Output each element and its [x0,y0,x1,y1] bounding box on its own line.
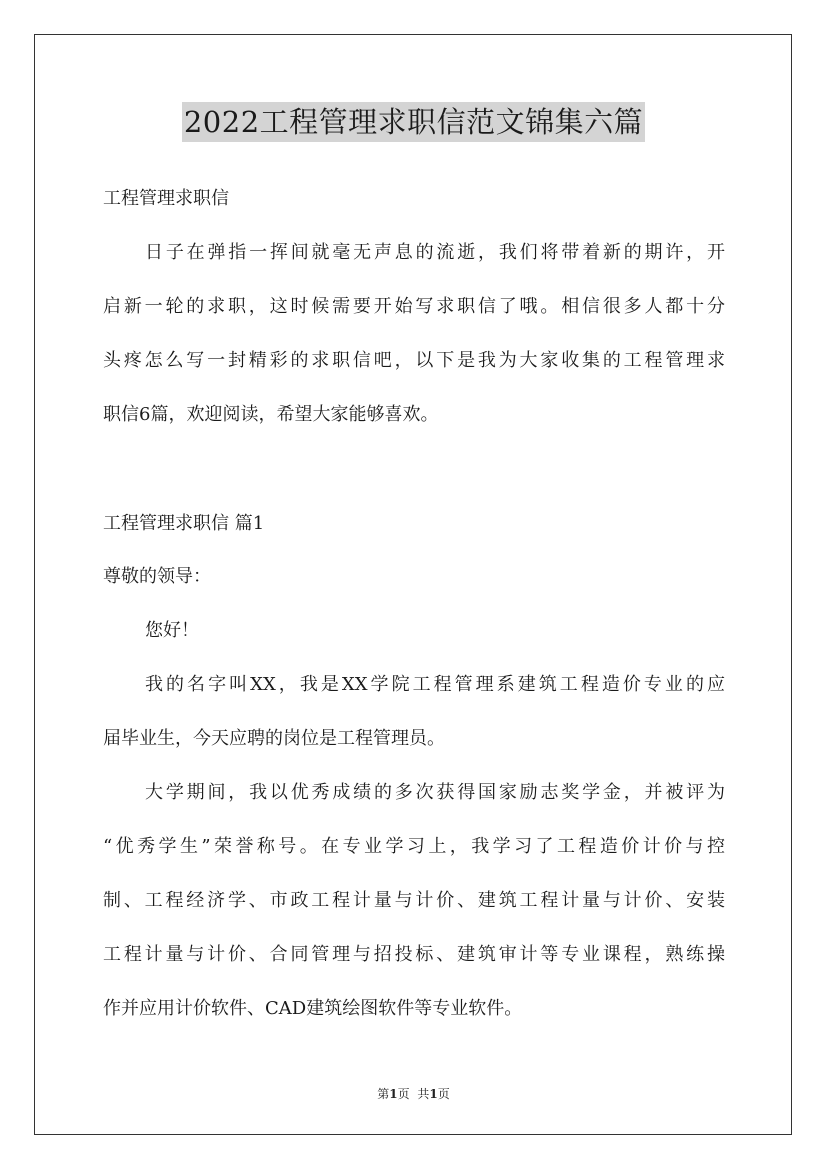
document-title [0,102,827,142]
para2-line-3: 制、工程经济学、市政工程计量与计价、建筑工程计量与计价、安装 [103,890,725,911]
document-title-text: 2022工程管理求职信范文锦集六篇 [182,102,645,142]
footer-total-prefix: 共 [417,1087,430,1101]
intro-line-3: 头疼怎么写一封精彩的求职信吧，以下是我为大家收集的工程管理求 [103,350,725,371]
greeting: 您好！ [145,620,199,641]
intro-line-4: 职信6篇，欢迎阅读，希望大家能够喜欢。 [103,404,439,425]
para1-line-1: 我的名字叫XX，我是XX学院工程管理系建筑工程造价专业的应 [145,674,725,695]
footer-prefix: 第 [377,1087,390,1101]
page-footer [0,1085,827,1102]
section-heading: 工程管理求职信 篇1 [103,513,265,534]
footer-total-suffix: 页 [437,1087,450,1101]
salutation: 尊敬的领导： [103,566,211,587]
para2-line-4: 工程计量与计价、合同管理与招投标、建筑审计等专业课程，熟练操 [103,944,725,965]
para2-line-5: 作并应用计价软件、CAD建筑绘图软件等专业软件。 [103,998,523,1019]
footer-page-number: 1 [389,1087,398,1101]
para1-line-2: 届毕业生，今天应聘的岗位是工程管理员。 [103,728,445,749]
para2-line-2: “优秀学生”荣誉称号。在专业学习上，我学习了工程造价计价与控 [103,836,725,857]
intro-line-1: 日子在弹指一挥间就毫无声息的流逝，我们将带着新的期许，开 [145,242,725,263]
intro-line-2: 启新一轮的求职，这时候需要开始写求职信了哦。相信很多人都十分 [103,296,725,317]
intro-heading: 工程管理求职信 [103,188,229,209]
footer-total-number: 1 [429,1087,438,1101]
para2-line-1: 大学期间，我以优秀成绩的多次获得国家励志奖学金，并被评为 [145,782,725,803]
footer-page-suffix: 页 [397,1087,410,1101]
